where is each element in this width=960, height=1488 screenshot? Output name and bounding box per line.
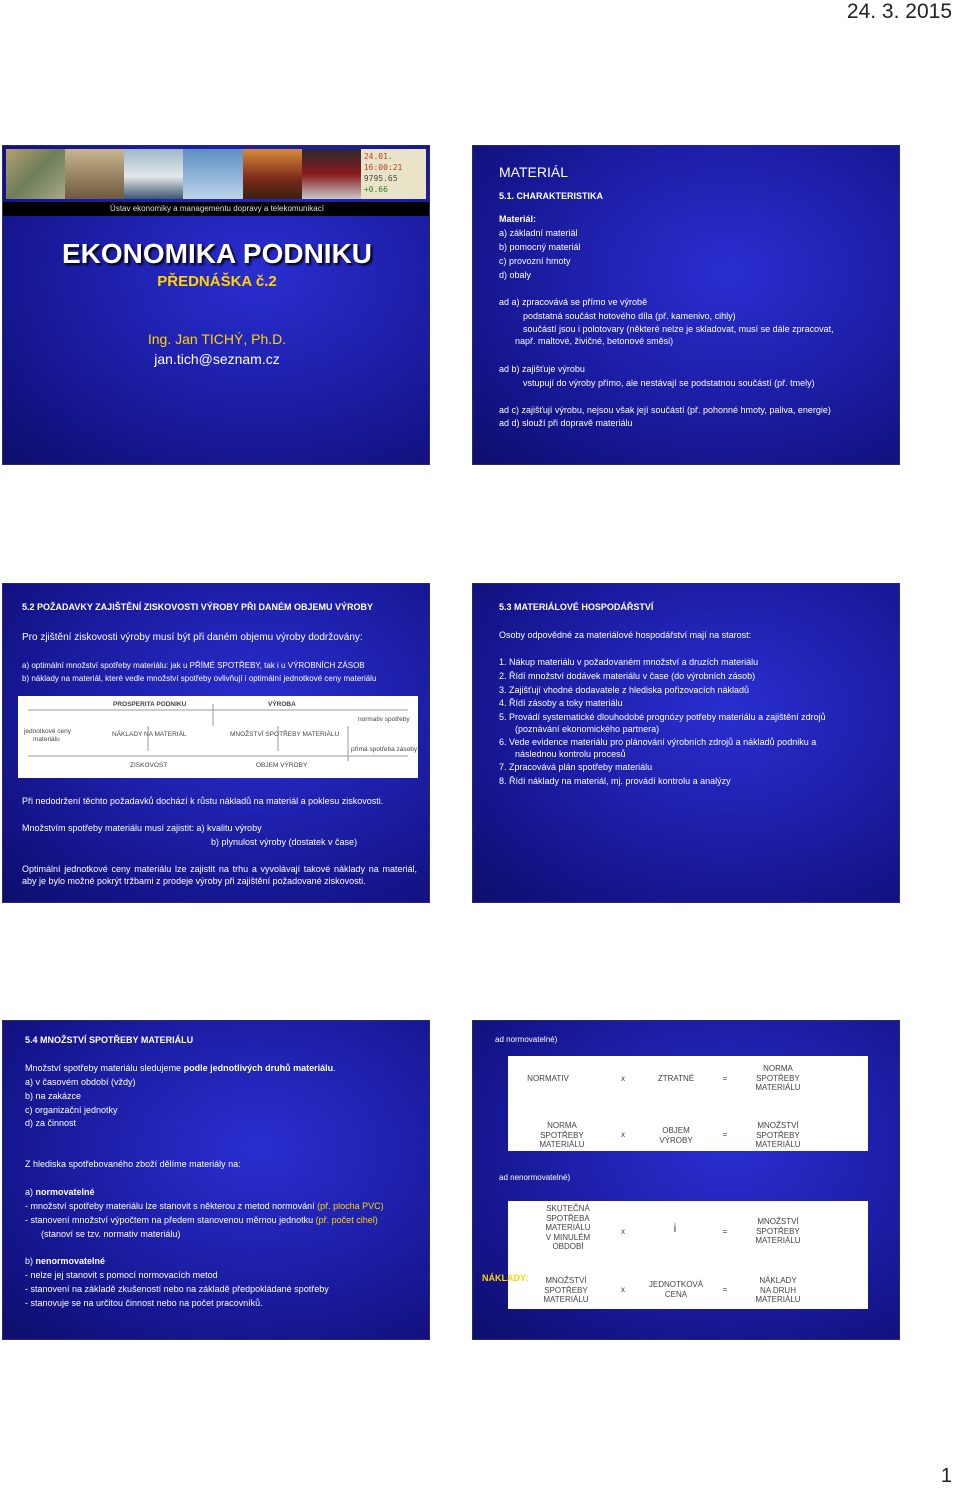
non-normable-formulas (508, 1201, 868, 1309)
non-normable-item-2: - stanovení na základě zkušeností nebo na základě předpokládané spotřeby (25, 1284, 329, 1294)
list-item: c) organizační jednotky (25, 1105, 118, 1115)
eq4-unit-price (643, 1280, 709, 1299)
slide-material-consumption (2, 1020, 430, 1340)
ticker-change: +0.66 (363, 185, 388, 194)
diagram-unit-prices-1: jednotkové ceny (24, 728, 71, 735)
text-line: podstatná součást hotového díla (př. kamenivo, cihly) (523, 311, 736, 321)
non-normable-item-3: - stanovuje se na určitou činnost nebo na počet pracovníků. (25, 1298, 263, 1308)
material-diagram (18, 696, 418, 778)
slide-material-management (472, 583, 900, 903)
eq2-result-line: MATERIÁLU (755, 1140, 801, 1149)
slide-consumption-formulas (472, 1020, 900, 1340)
list-item: následnou kontrolu procesů (515, 749, 626, 759)
list-item: 8. Řídí náklady na materiál, mj. provádí kontrolu a analýzy (499, 776, 731, 786)
eq4-quantity (538, 1276, 594, 1305)
normable-item-1-example: (př. plocha PVC) (317, 1201, 384, 1211)
eq2-objem-line: VÝROBY (659, 1135, 693, 1145)
eq2-result-line: MNOŽSTVÍ (757, 1121, 799, 1130)
eq1-normativ: NORMATIV (527, 1074, 569, 1083)
train-photo (243, 149, 302, 199)
eq4-result-line: NA DRUH (759, 1285, 796, 1295)
list-item: 6. Vede evidence materiálu pro plánování výrobních zdrojů a nákladů podniku a (499, 737, 817, 747)
classification-intro: Z hlediska spotřebovaného zboží dělíme materiály na: (25, 1159, 241, 1169)
non-normable-prefix: b) (25, 1256, 36, 1266)
diagram-production: VÝROBA (268, 701, 296, 708)
eq3-equals: = (722, 1227, 728, 1236)
diagram-consumption-quantity: MNOŽSTVÍ SPOTŘEBY MATERIÁLU (230, 731, 340, 738)
eq1-result-line: SPOTŘEBY (756, 1073, 800, 1083)
requirement-a: a) optimální množství spotřeby materiálu: jak u PŘÍMÉ SPOTŘEBY, tak i u VÝROBNÍCH ZÁSOB (22, 661, 365, 670)
list-item: a) v časovém období (vždy) (25, 1077, 136, 1087)
eq3-times: x (621, 1227, 625, 1236)
diagram-prosperity: PROSPERITA PODNIKU (113, 701, 187, 708)
eq1-times: x (621, 1074, 625, 1083)
truck-photo (302, 149, 361, 199)
requirement-b: b) náklady na materiál, které vedle množství spotřeby ovlivňují i optimální jednotkové ceny materiálu (22, 674, 377, 683)
eq4-result (743, 1276, 813, 1305)
normable-note: (stanoví se tzv. normativ materiálu) (41, 1229, 181, 1239)
normable-formulas (508, 1056, 868, 1151)
eq1-result-line: NORMA (763, 1064, 793, 1073)
text-line: d) obaly (499, 270, 532, 280)
eq4-equals: = (722, 1285, 728, 1294)
slide-heading: 5.4 MNOŽSTVÍ SPOTŘEBY MATERIÁLU (25, 1035, 194, 1045)
eq3-index: i (673, 1221, 677, 1235)
non-normable-label: ad nenormovatelné) (499, 1173, 571, 1182)
normable-item-2-example: (př. počet cihel) (315, 1215, 378, 1225)
diagram-unit-prices-2: materiálu (33, 736, 60, 743)
text-line: ad d) slouží při dopravě materiálu (499, 418, 633, 428)
paragraph-3: Optimální jednotkové ceny materiálu lze zajistit na trhu a vyvolávají takové náklady na materiál, aby je bylo možné pokrýt tržbami z prodeje výroby při zajištění požadované ziskovosti. (22, 864, 417, 886)
eq3-actual-line: SKUTEČNÁ (546, 1204, 590, 1213)
text-line: např. maltové, živičné, betonové směsi) (515, 336, 674, 346)
eq4-unit-price-line: JEDNOTKOVÁ (648, 1280, 704, 1289)
ship-photo (124, 149, 183, 199)
eq4-unit-price-line: CENA (664, 1289, 688, 1299)
list-item: (poznávání ekonomického partnera) (515, 724, 660, 734)
intro-bold: podle jednotlivých druhů materiálu (183, 1063, 334, 1073)
eq2-objem (648, 1126, 704, 1145)
document-date: 24. 3. 2015 (846, 0, 952, 23)
slide-heading: MATERIÁL (499, 164, 568, 180)
non-normable-item-1: - nelze jej stanovit s pomocí normovacích metod (25, 1270, 218, 1280)
eq1-result-line: MATERIÁLU (755, 1083, 801, 1092)
eq2-norma-line: SPOTŘEBY (540, 1130, 584, 1140)
eq2-norma-line: MATERIÁLU (539, 1140, 585, 1149)
normable-label: ad normovatelné) (495, 1035, 558, 1044)
intro-text: Pro zjištění ziskovosti výroby musí být při daném objemu výroby dodržovány: (22, 632, 363, 643)
list-item: b) na zakázce (25, 1091, 82, 1101)
slide-heading: 5.2 POŽADAVKY ZAJIŠTĚNÍ ZISKOVOSTI VÝROBY PŘI DANÉM OBJEMU VÝROBY (22, 602, 374, 612)
text-line: ad c) zajišťují výrobu, nejsou však její součástí (př. pohonné hmoty, paliva, energie) (499, 405, 831, 415)
costs-label: NÁKLADY: (482, 1273, 529, 1283)
eq1-ztratne: ZTRATNÉ (657, 1074, 695, 1083)
text-line: c) provozní hmoty (499, 256, 571, 266)
intro-text (25, 1063, 336, 1073)
normable-item-1-text: - množství spotřeby materiálu lze stanovit s některou z metod normování (25, 1201, 318, 1211)
ticker-value: 9795.65 (363, 174, 398, 183)
lecture-title: EKONOMIKA PODNIKU (61, 238, 373, 269)
lecture-subtitle: PŘEDNÁŠKA č.2 (157, 273, 277, 290)
list-item: 4. Řídí zásoby a toky materiálu (499, 698, 623, 708)
normable-item-2-text: - stanovení množství výpočtem na předem stanovenou měrnou jednotku (25, 1215, 316, 1225)
text-line: ad b) zajišťuje výrobu (499, 364, 585, 374)
normable-item-1 (25, 1201, 384, 1211)
author-name: Ing. Jan TICHÝ, Ph.D. (147, 331, 287, 347)
paragraph-1: Při nedodržení těchto požadavků dochází k růstu nákladů na materiál a poklesu ziskovosti. (22, 796, 384, 806)
eq1-result (743, 1064, 813, 1093)
eq3-result-line: MNOŽSTVÍ (757, 1217, 799, 1226)
text-line: ad a) zpracovává se přímo ve výrobě (499, 297, 648, 307)
eq2-norma (534, 1121, 590, 1150)
slide-material-characteristics (472, 145, 900, 465)
diagram-lines (18, 696, 418, 778)
diagram-direct-consumption: přímá spotřeba zásoby (351, 746, 418, 753)
ticker-date: 24.01. (363, 152, 393, 161)
list-item: 1. Nákup materiálu v požadovaném množství a druzích materiálu (499, 657, 759, 667)
eq4-quantity-line: MATERIÁLU (543, 1295, 589, 1304)
slide-profitability-requirements (2, 583, 430, 903)
non-normable-heading (25, 1256, 105, 1266)
normable-label: normovatelné (35, 1187, 95, 1197)
eq3-result-line: MATERIÁLU (755, 1236, 801, 1245)
photo-strip (6, 149, 426, 199)
eq3-actual-line: OBDOBÍ (552, 1242, 584, 1251)
eq2-times: x (621, 1130, 625, 1139)
text-line: součástí jsou i polotovary (některé nelze je skladovat, musí se dále zpracovat, (523, 324, 834, 334)
eq3-actual-line: V MINULÉM (545, 1232, 591, 1242)
list-item: 5. Provádí systematické dlouhodobé prognózy potřeby materiálu a zajištění zdrojů (499, 712, 826, 722)
eq4-times: x (621, 1285, 625, 1294)
author-email: jan.tich@seznam.cz (154, 351, 280, 367)
intro-text: Osoby odpovědné za materiálové hospodářství mají na starost: (499, 630, 752, 640)
satellite-dish-photo (65, 149, 124, 199)
eq2-result (743, 1121, 813, 1150)
text-line: b) pomocný materiál (499, 242, 581, 252)
eq4-result-line: NÁKLADY (759, 1276, 797, 1285)
institute-bar: Ústav ekonomiky a managementu dopravy a telekomunikací (3, 202, 430, 216)
paragraph-2a: Množstvím spotřeby materiálu musí zajistit: a) kvalitu výroby (22, 823, 262, 833)
normable-prefix: a) (25, 1187, 36, 1197)
eq3-actual-line: MATERIÁLU (545, 1223, 591, 1232)
intro-post: . (333, 1063, 336, 1073)
non-normable-label: nenormovatelné (35, 1256, 106, 1266)
eq2-objem-line: OBJEM (662, 1126, 690, 1135)
eq3-actual-line: SPOTŘEBA (546, 1213, 590, 1223)
text-line: vstupují do výroby přímo, ale nestávají se podstatnou součástí (př. tmely) (523, 378, 815, 388)
banknotes-photo (6, 149, 65, 199)
eq2-result-line: SPOTŘEBY (756, 1130, 800, 1140)
text-line: a) základní materiál (499, 228, 578, 238)
airplane-photo (183, 149, 242, 199)
list-item: 7. Zpracovává plán spotřeby materiálu (499, 762, 653, 772)
list-item: d) za činnost (25, 1118, 77, 1128)
eq2-equals: = (722, 1130, 728, 1139)
diagram-material-costs: NÁKLADY NA MATERIÁL (112, 731, 187, 738)
diagram-profitability: ZISKOVOST (130, 762, 168, 769)
eq4-quantity-line: SPOTŘEBY (544, 1285, 588, 1295)
diagram-consumption-norm: normativ spotřeby (358, 716, 410, 723)
normable-heading (25, 1187, 95, 1197)
eq1-equals: = (722, 1074, 728, 1083)
text-line: Materiál: (499, 214, 537, 224)
ticker-time: 16:00:21 (363, 163, 403, 172)
paragraph-2b: b) plynulost výroby (dostatek v čase) (211, 837, 358, 847)
eq3-result (743, 1217, 813, 1246)
list-item: 2. Řídí množství dodávek materiálu v čase (do výrobních zásob) (499, 671, 756, 681)
slide-heading: 5.3 MATERIÁLOVÉ HOSPODÁŘSTVÍ (499, 602, 654, 612)
eq3-result-line: SPOTŘEBY (756, 1226, 800, 1236)
eq2-norma-line: NORMA (547, 1121, 577, 1130)
intro-pre: Množství spotřeby materiálu sledujeme (25, 1063, 184, 1073)
list-item: 3. Zajišťují vhodné dodavatele z hlediska pořizovacích nákladů (499, 685, 750, 695)
eq3-actual (538, 1204, 598, 1252)
slide-title (2, 145, 430, 465)
eq4-quantity-line: MNOŽSTVÍ (545, 1276, 587, 1285)
diagram-production-volume: OBJEM VÝROBY (256, 762, 308, 769)
normable-item-2 (25, 1215, 378, 1225)
stock-ticker-photo (361, 149, 426, 199)
section-heading: 5.1. CHARAKTERISTIKA (499, 191, 604, 201)
eq4-result-line: MATERIÁLU (755, 1295, 801, 1304)
page-number: 1 (940, 1465, 952, 1487)
